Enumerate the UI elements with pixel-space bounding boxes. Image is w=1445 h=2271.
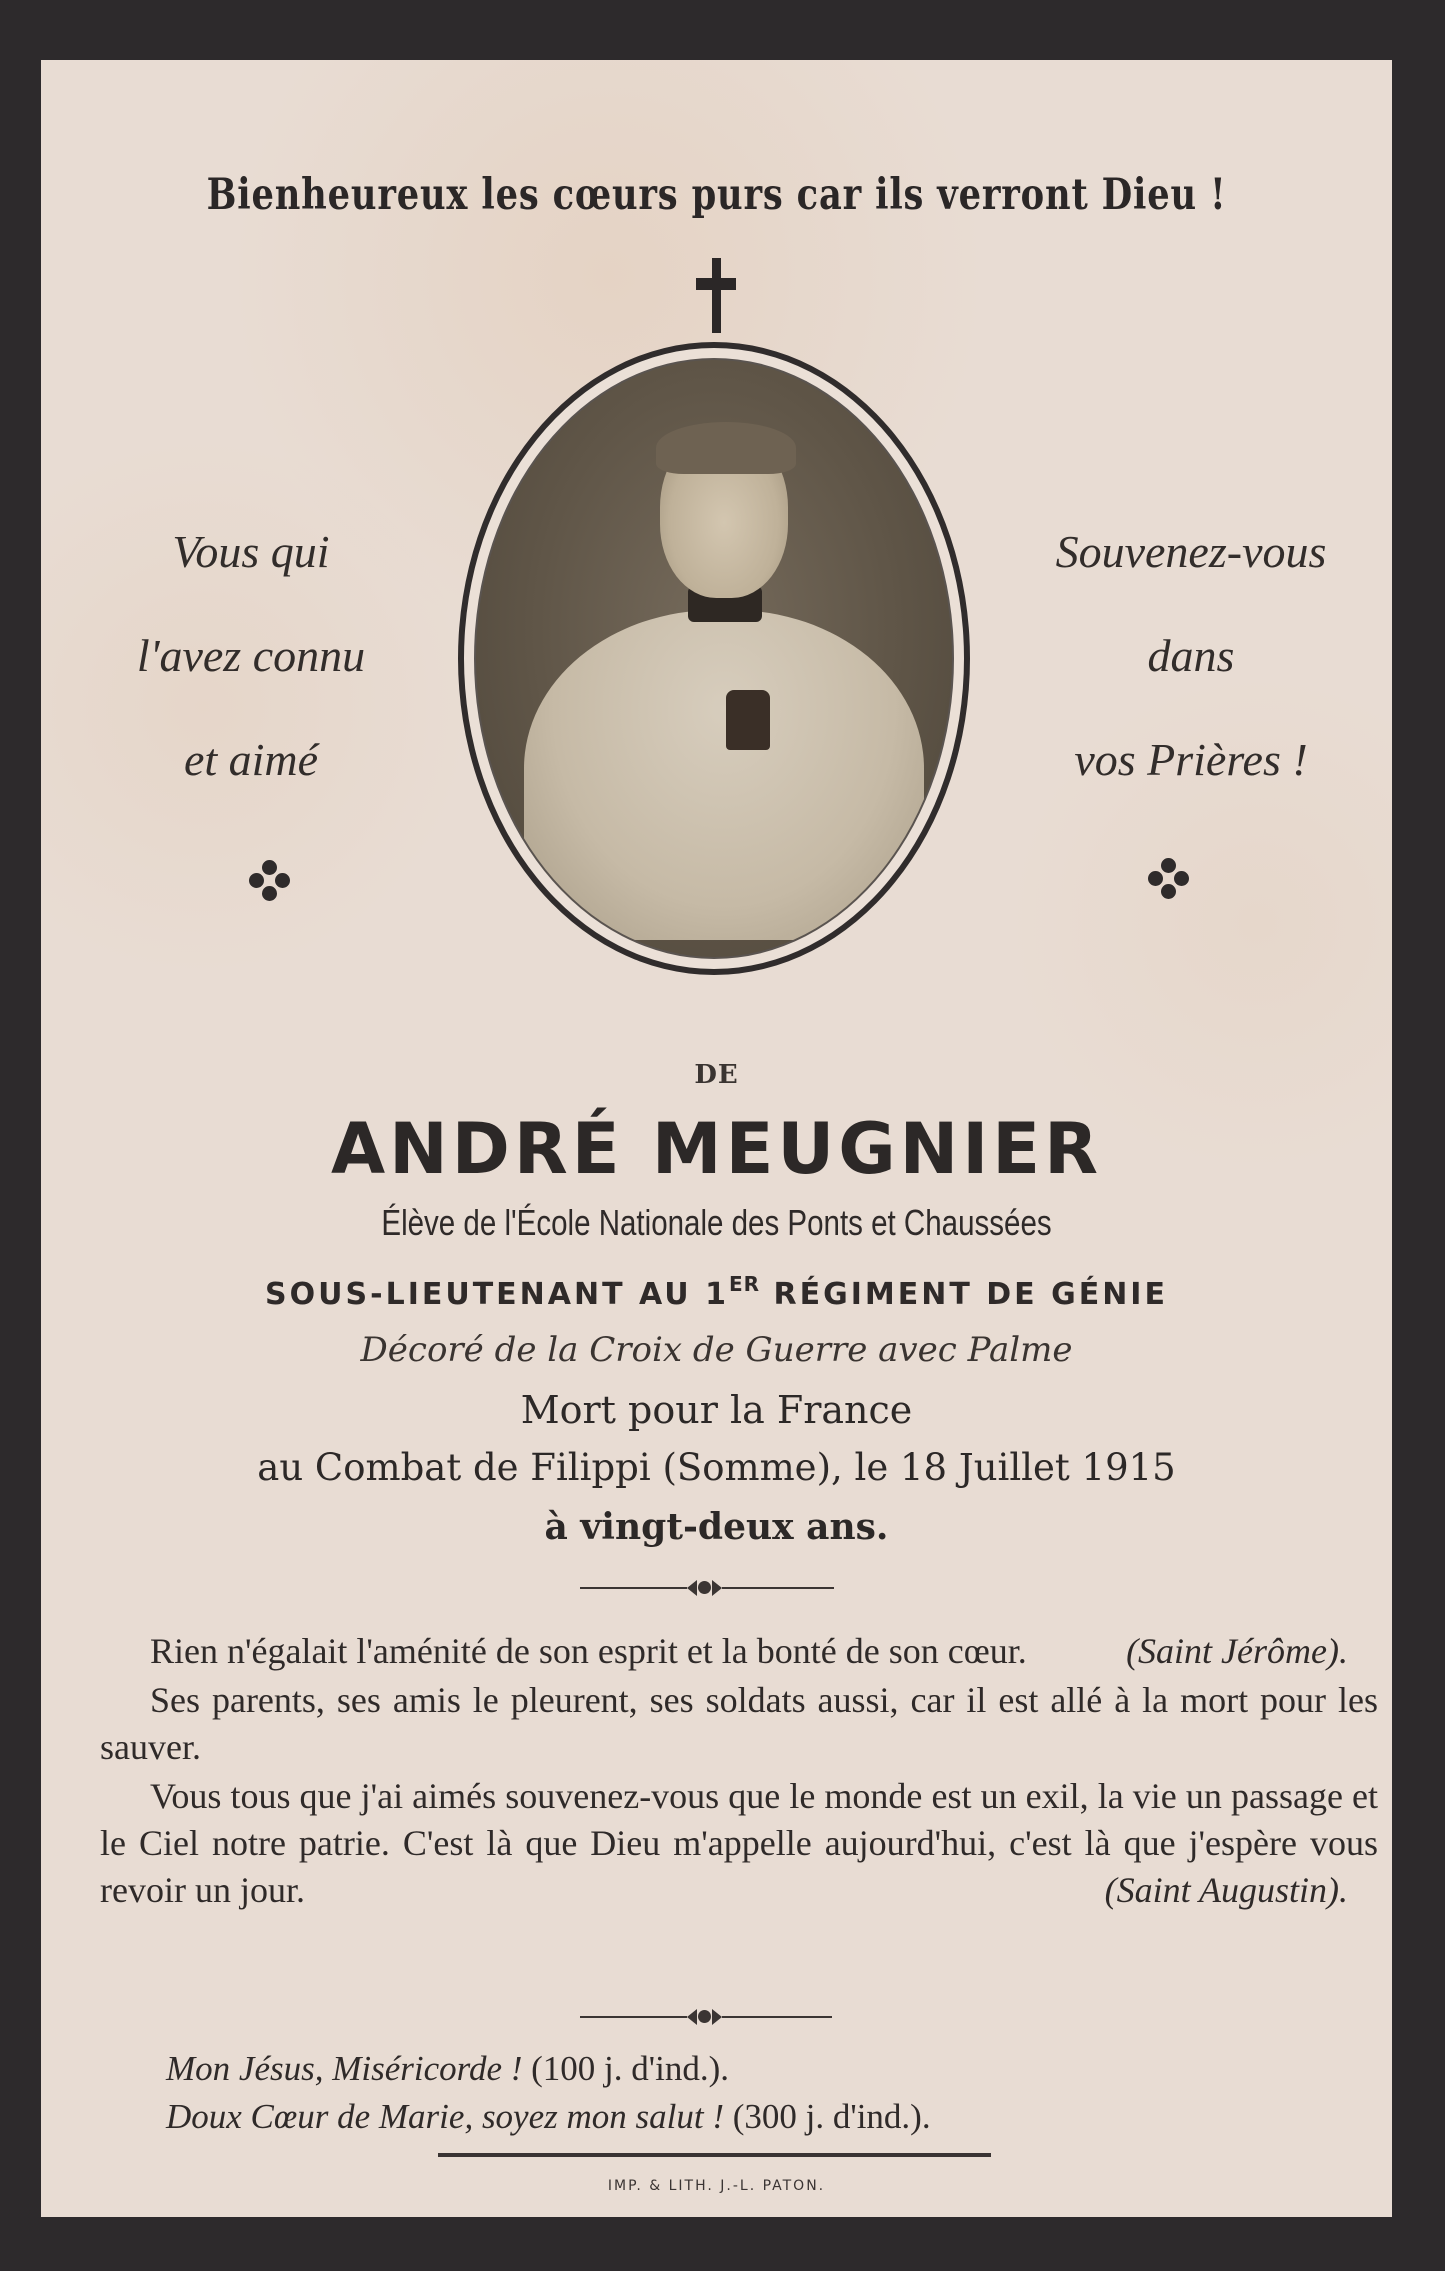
age-line: à vingt-deux ans. bbox=[544, 1506, 889, 1548]
attribution-jerome: (Saint Jérôme). bbox=[1126, 1631, 1348, 1671]
prayer-line: Doux Cœur de Marie, soyez mon salut ! (300 j. d'ind.). bbox=[166, 2097, 931, 2136]
quote-augustin: Vous tous que j'ai aimés souvenez-vous que le monde est un exil, la vie un passage et le Ciel notre patrie. C'est là que Dieu m'appelle aujourd'hui, c'est là que j'espère vous revoir un jour. (Saint Augustin). bbox=[100, 1773, 1378, 1914]
right-verse-line: vos Prières ! bbox=[1074, 734, 1308, 785]
portrait-photo bbox=[474, 358, 954, 959]
right-verse-line: dans bbox=[1147, 630, 1235, 681]
de-label: DE bbox=[694, 1060, 739, 1090]
motto-heading: Bienheureux les cœurs purs car ils verront Dieu ! bbox=[206, 170, 1227, 220]
left-verse-line: et aimé bbox=[183, 734, 319, 785]
ornamental-divider bbox=[41, 2007, 1392, 2027]
quote-parents: Ses parents, ses amis le pleurent, ses soldats aussi, car il est allé à la mort pour les sauver. bbox=[100, 1680, 1378, 1767]
rank-line bbox=[41, 1272, 1392, 1312]
left-verse-line: Vous qui bbox=[172, 526, 330, 577]
prayer-line: Mon Jésus, Miséricorde ! (100 j. d'ind.). bbox=[166, 2049, 729, 2088]
left-verse bbox=[96, 500, 406, 812]
ornamental-divider bbox=[41, 1578, 1392, 1598]
printer-imprint: IMP. & LITH. J.-L. PATON. bbox=[607, 2178, 826, 2194]
decoration-line: Décoré de la Croix de Guerre avec Palme bbox=[360, 1330, 1073, 1370]
fleuron-icon bbox=[1148, 858, 1190, 900]
quote-block bbox=[100, 1628, 1378, 1914]
prayers-block bbox=[166, 2045, 1416, 2141]
school-line: Élève de l'École Nationale des Ponts et Chaussées bbox=[381, 1202, 1052, 1243]
right-verse bbox=[976, 500, 1406, 812]
quote-jerome: Rien n'égalait l'aménité de son esprit et la bonté de son cœur. (Saint Jérôme). bbox=[100, 1628, 1378, 1675]
portrait-oval-frame bbox=[458, 342, 970, 975]
rank-superscript: ER bbox=[728, 1272, 761, 1296]
bottom-rule bbox=[438, 2153, 991, 2157]
fleuron-icon bbox=[249, 860, 291, 902]
combat-line: au Combat de Filippi (Somme), le 18 Juillet 1915 bbox=[257, 1446, 1176, 1489]
rank-prefix: SOUS-LIEUTENANT AU 1 bbox=[265, 1277, 729, 1312]
cross-icon bbox=[686, 258, 746, 338]
memorial-card bbox=[41, 60, 1392, 2217]
left-verse-line: l'avez connu bbox=[136, 630, 366, 681]
deceased-name: ANDRÉ MEUGNIER bbox=[330, 1108, 1103, 1190]
attribution-augustin: (Saint Augustin). bbox=[1104, 1870, 1348, 1910]
right-verse-line: Souvenez-vous bbox=[1055, 526, 1327, 577]
rank-suffix: RÉGIMENT DE GÉNIE bbox=[760, 1277, 1168, 1312]
mort-line: Mort pour la France bbox=[520, 1388, 913, 1432]
